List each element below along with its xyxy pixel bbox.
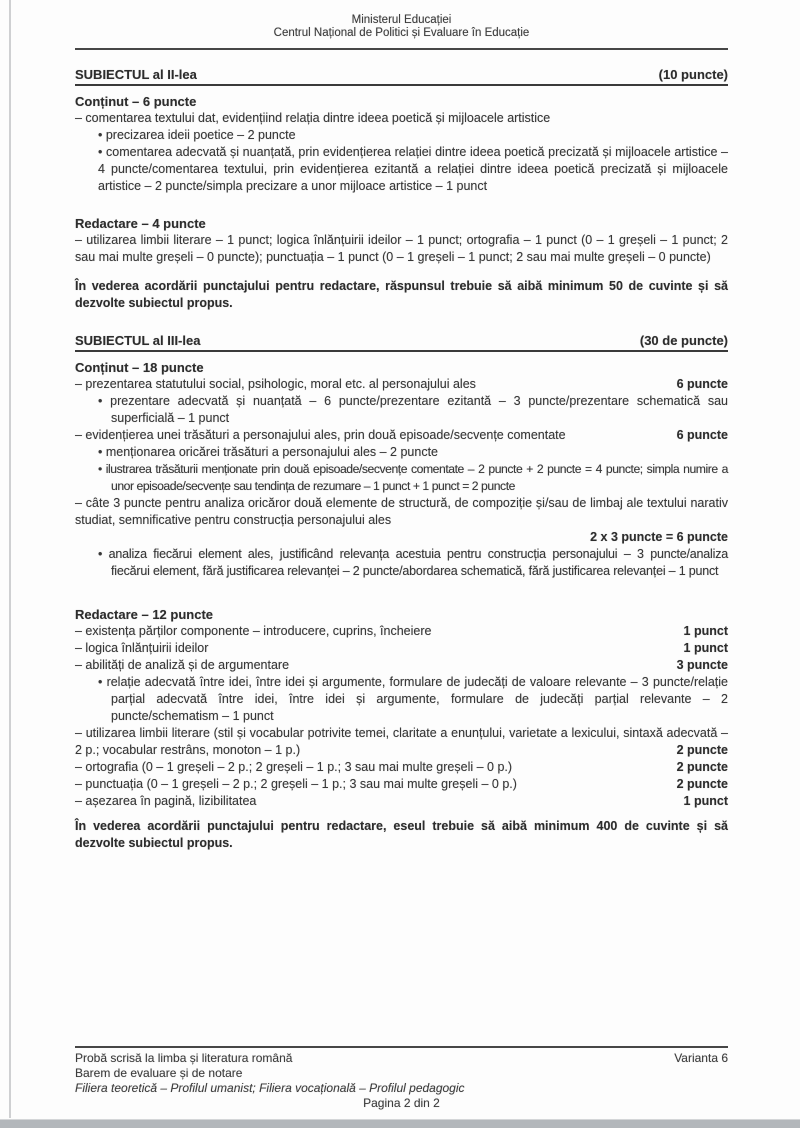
redactare-item-7 (75, 793, 728, 810)
section3-item3-bullet: • analiza fiecărui element ales, justificând relevanța acestuia pentru construcția personajului – 3 puncte/analiza fiecărui element, fără justificarea relevanței – 2 puncte/abordarea schematică, fără justificarea relevanței – 1 punct (98, 546, 728, 580)
document-content (75, 14, 728, 852)
section2-note: În vederea acordării punctajului pentru redactare, răspunsul trebuie să aibă minimum 50 de cuvinte și să dezvolte subiectul propus. (75, 279, 728, 310)
section3-item2-text: – evidențierea unei trăsături a personajului ales, prin două episoade/secvențe comentate (75, 428, 566, 442)
section2-bullet1: • precizarea ideii poetice – 2 puncte (98, 127, 728, 144)
section3-item1 (75, 376, 728, 393)
section2-redactare-text: – utilizarea limbii literare – 1 punct; logica înlănțuirii ideilor – 1 punct; ortografia – 1 punct (0 – 1 greșeli – 1 punct; 2 sau mai multe greșeli – 0 puncte); punctuația – 1 punct (0 – 1 greșeli – 1 punct; 2 sau mai multe greșeli – 0 puncte) (75, 233, 728, 264)
section3-title: SUBIECTUL al III-lea (75, 333, 201, 348)
footer-barem: Barem de evaluare și de notare (75, 1066, 243, 1080)
section2-redactare-heading: Redactare – 4 puncte (75, 216, 206, 231)
footer-filiera: Filiera teoretică – Profilul umanist; Filiera vocațională – Profilul pedagogic (75, 1081, 465, 1095)
section3-item1-points: 6 puncte (676, 377, 728, 391)
section3-item3-text: – câte 3 puncte pentru analiza oricăror două elemente de structură, de compoziție și/sau de limbaj ale textului narativ studiat, semnificative pentru construcția personajului ales (75, 496, 728, 527)
section3-item2-bullet1: • menționarea oricărei trăsături a personajului ales – 2 puncte (98, 444, 728, 461)
section3-item1-bullet: • prezentare adecvată și nuanțată – 6 puncte/prezentare ezitantă – 3 puncte/prezentare schematică sau superficială – 1 punct (98, 393, 728, 427)
redactare-item-2-text: – logica înlănțuirii ideilor (75, 641, 209, 655)
redactare-item-3 (75, 657, 728, 674)
redactare-item-7-text: – așezarea în pagină, lizibilitatea (75, 794, 257, 808)
section2-points: (10 puncte) (658, 67, 728, 82)
redactare-item-6-text: – punctuația (0 – 1 greșeli – 2 p.; 2 greșeli – 1 p.; 3 sau mai multe greșeli – 0 p.) (75, 777, 517, 791)
scan-bottom-edge (0, 1119, 800, 1128)
section2-heading (75, 66, 728, 86)
redactare-item-1-points: 1 punct (683, 624, 728, 638)
redactare-item-2 (75, 640, 728, 657)
redactare-item-2-points: 1 punct (683, 641, 728, 655)
redactare-item-3-text: – abilități de analiză și de argumentare (75, 658, 290, 672)
redactare-item-7-points: 1 punct (683, 794, 728, 808)
redactare-item-6 (75, 776, 728, 793)
section2-dash1: – comentarea textului dat, evidențiind relația dintre ideea poetică și mijloacele artistice (75, 111, 551, 125)
ministry-line2: Centrul Național de Politici și Evaluare în Educație (273, 27, 530, 39)
section3-redactare-heading: Redactare – 12 puncte (75, 607, 214, 622)
footer-variant: Varianta 6 (674, 1051, 728, 1065)
redactare-item-1-text: – existența părților componente – introducere, cuprins, încheiere (75, 624, 432, 638)
footer-exam-title: Probă scrisă la limba și literatura română (75, 1051, 293, 1065)
redactare-item-5 (75, 759, 728, 776)
redactare-item-3-points: 3 puncte (676, 658, 728, 672)
redactare-item-5-points: 2 puncte (676, 760, 728, 774)
section3-note: În vederea acordării punctajului pentru redactare, eseul trebuie să aibă minimum 400 de cuvinte și să dezvolte subiectul propus. (75, 819, 728, 850)
redactare-item-4-points: 2 puncte (676, 743, 728, 757)
section3-points: (30 de puncte) (639, 333, 728, 348)
ministry-header (75, 14, 728, 40)
footer-page-number: Pagina 2 din 2 (363, 1096, 440, 1110)
redactare-item-1 (75, 623, 728, 640)
header-divider (75, 48, 728, 50)
section3-item2-points: 6 puncte (676, 428, 728, 442)
section3-item2 (75, 427, 728, 444)
footer-row1 (75, 1051, 728, 1066)
section2-title: SUBIECTUL al II-lea (75, 67, 197, 82)
redactare-item-4-text: – utilizarea limbii literare (stil și vocabular potrivite temei, claritate a enunțului, varietate a lexicului, sintaxă adecvată – 2 p.; vocabular restrâns, monoton – 1 p.) (75, 726, 728, 757)
section3-item1-text: – prezentarea statutului social, psihologic, moral etc. al personajului ales (75, 377, 476, 391)
scan-left-edge (9, 0, 11, 1118)
section3-item3-points: 2 x 3 puncte = 6 puncte (590, 530, 728, 544)
document-footer (75, 1046, 728, 1111)
redactare-item-5-text: – ortografia (0 – 1 greșeli – 2 p.; 2 greșeli – 1 p.; 3 sau mai multe greșeli – 0 p.) (75, 760, 513, 774)
redactare-item-6-points: 2 puncte (676, 777, 728, 791)
section2-content-heading: Conținut – 6 puncte (75, 94, 197, 109)
section3-item2-bullet2: • ilustrarea trăsăturii menționate prin două episoade/secvențe comentate – 2 puncte + 2 puncte = 4 puncte; simpla numire a unor episoade/secvențe sau tendința de rezumare – 1 punct + 1 punct = 2 puncte (98, 461, 728, 495)
redactare-item-4 (75, 725, 728, 759)
redactare-bullet: • relație adecvată între idei, între idei și argumente, formulare de judecăți de valoare relevante – 3 puncte/relație parțial adecvată între idei, între idei și argumente, formulare de judecăți parțial relevante – 2 puncte/schematism – 1 punct (98, 674, 728, 725)
section2-bullet2: • comentarea adecvată și nuanțată, prin evidențierea relației dintre ideea poetică precizată și mijloacele artistice – 4 puncte/comentarea textului, prin evidențierea ezitantă a relației dintre ideea poetică precizată și mijloacele artistice – 2 puncte/simpla precizare a unor mijloace artistice – 1 punct (98, 144, 728, 195)
ministry-line1: Ministerul Educației (351, 14, 452, 26)
section3-heading (75, 332, 728, 352)
section3-content-heading: Conținut – 18 puncte (75, 360, 204, 375)
